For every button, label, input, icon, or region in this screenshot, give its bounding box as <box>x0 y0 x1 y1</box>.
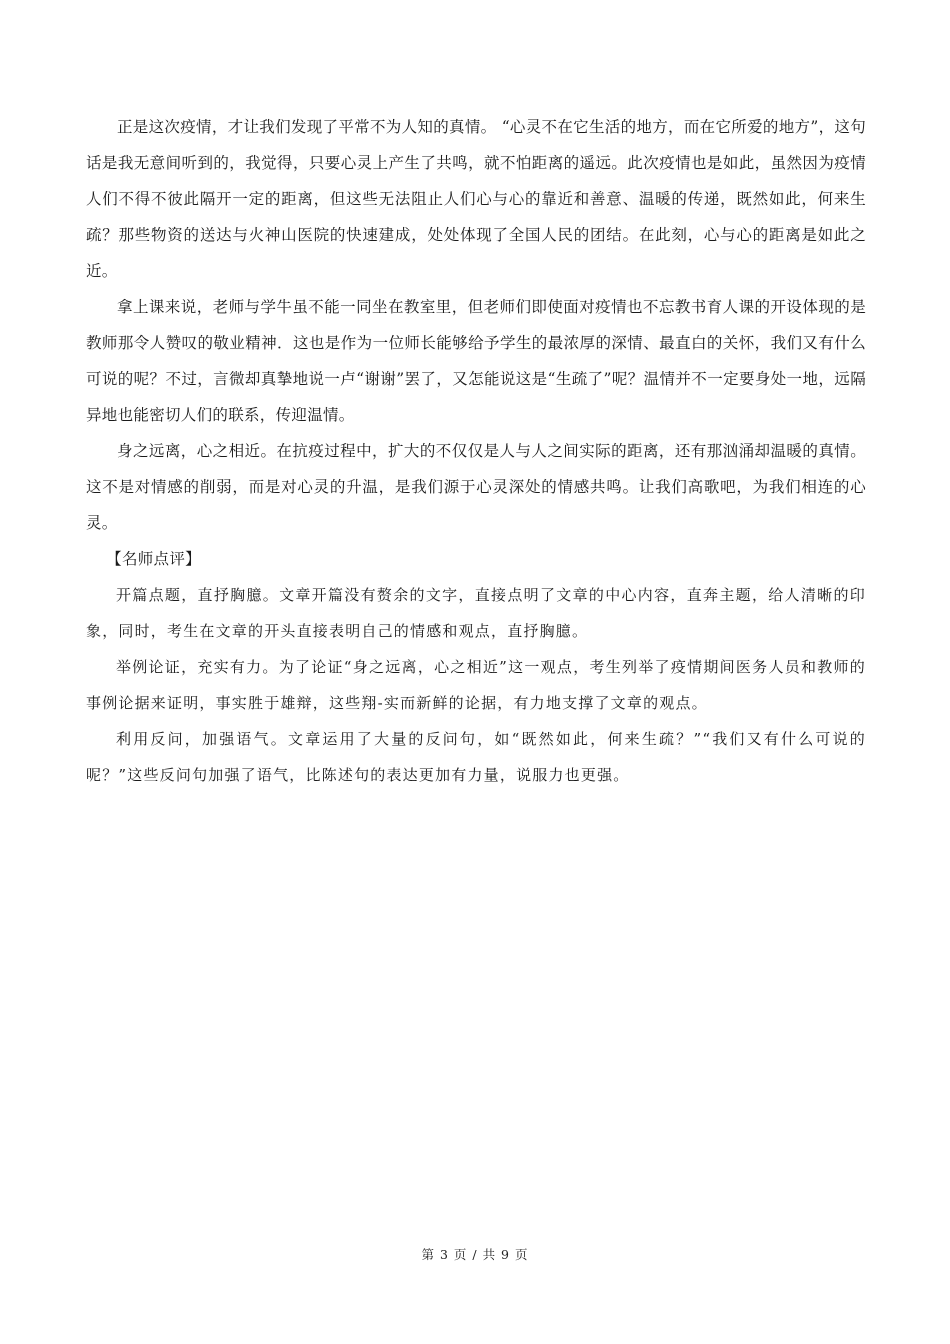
essay-paragraph: 身之远离，心之相近。在抗疫过程中，扩大的不仅仅是人与人之间实际的距离，还有那汹涌却温暖的真情。这不是对情感的削弱，而是对心灵的升温，是我们源于心灵深处的情感共鸣。让我们高歌吧，为我们相连的心灵。 <box>86 442 866 532</box>
article-body <box>86 109 866 793</box>
essay-paragraph: 拿上课来说，老师与学牛虽不能一同坐在教室里，但老师们即使面对疫情也不忘教书育人课的开设体现的是教师那令人赞叹的敬业精神．这也是作为一位师长能够给予学生的最浓厚的深情、最直白的关怀，我们又有什么可说的呢？不过，言微却真摯地说一卢“谢谢”罢了，又怎能说这是“生疏了”呢？温情并不一定要身处一地，远隔异地也能密切人们的联系，传迎温情。 <box>86 298 866 424</box>
essay-paragraph: 正是这次疫情，才让我们发现了平常不为人知的真情。 “心灵不在它生活的地方，而在它所爱的地方”，这句话是我无意间听到的，我觉得，只要心灵上产生了共鸣，就不怕距离的遥远。此次疫情也是如此，虽然因为疫情人们不得不彼此隔开一定的距离，但这些无法阻止人们心与心的靠近和善意、温暖的传递，既然如此，何来生疏？那些物资的送达与火神山医院的快速建成，处处体现了全国人民的团结。在此刻，心与心的距离是如此之近。 <box>86 118 866 280</box>
review-paragraph: 利用反问，加强语气。文章运用了大量的反问句，如“既然如此，何来生疏？”“我们又有什么可说的呢？”这些反问句加强了语气，比陈述句的表达更加有力量，说服力也更强。 <box>86 730 866 784</box>
review-paragraph: 举例论证，充实有力。为了论证“身之远离，心之相近”这一观点，考生列举了疫情期间医务人员和教师的事例论据来证明，事实胜于雄辩，这些翔-实而新鲜的论据，有力地支撑了文章的观点。 <box>86 658 866 712</box>
review-heading: 【名师点评】 <box>106 550 201 568</box>
review-paragraph: 开篇点题，直抒胸臆。文章开篇没有赘余的文字，直接点明了文章的中心内容，直奔主题，给人清晰的印象，同时，考生在文章的开头直接表明自己的情感和观点，直抒胸臆。 <box>86 586 866 640</box>
page-number-footer: 第 3 页 / 共 9 页 <box>421 1247 529 1262</box>
